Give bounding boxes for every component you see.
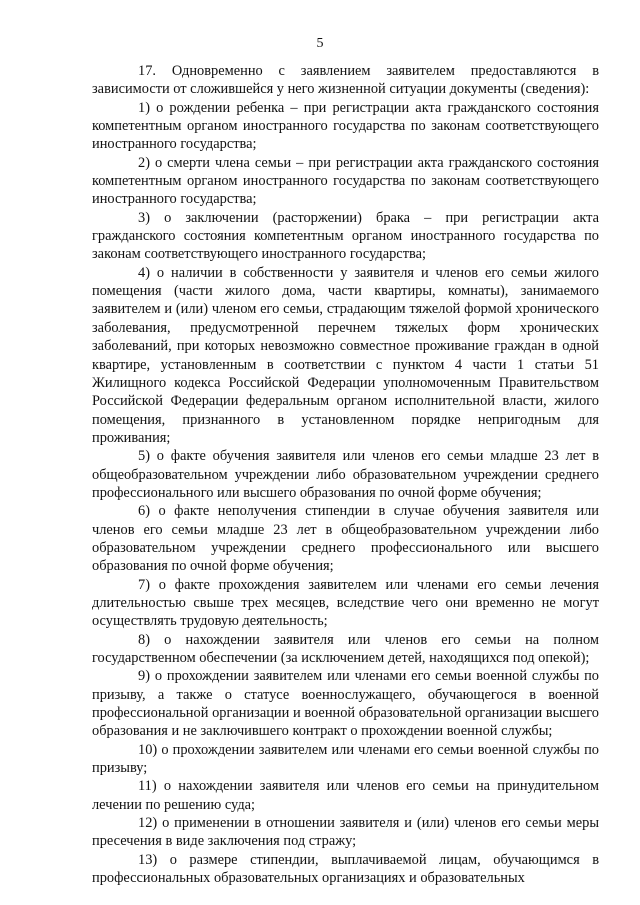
list-item-13-stipend-amount: 13) о размере стипендии, выплачиваемой лицам, обучающимся в профессиональных образовательных организациях и образовательных (92, 851, 599, 887)
list-item-11-compulsory-treatment: 11) о нахождении заявителя или членов его семьи на принудительном лечении по решению суда; (92, 778, 599, 813)
page-number: 5 (316, 36, 324, 51)
document-body (92, 62, 599, 887)
list-item-3-marriage: 3) о заключении (расторжении) брака – при регистрации акта гражданского состояния компетентным органом иностранного государства по законам соответствующего иностранного государства; (92, 209, 599, 263)
list-item-4-housing: 4) о наличии в собственности у заявителя и членов его семьи жилого помещения (части жилого дома, части квартиры, комнаты), занимаемого заявителем и (или) членом его семьи, страдающим тяжелой формой хронического заболевания, предусмотренной перечнем тяжелых форм хронических заболеваний, при которых невозможно совместное проживание граждан в одной квартире, установленным в соответствии с пунктом 4 части 1 статьи 51 Жилищного кодекса Российской Федерации уполномоченным Правительством Российской Федерации федеральным органом исполнительной власти, жилого помещения, признанного в установленном порядке непригодным для проживания; (92, 264, 599, 446)
list-item-5-education: 5) о факте обучения заявителя или членов его семьи младше 23 лет в общеобразовательном учреждении либо образовательном учреждении среднего профессионального или высшего образования по очной форме обучения; (92, 448, 599, 501)
list-item-7-treatment: 7) о факте прохождения заявителем или членами его семьи лечения длительностью свыше трех месяцев, вследствие чего они временно не могут осуществлять трудовую деятельность; (92, 576, 599, 630)
list-item-8-state-support: 8) о нахождении заявителя или членов его семьи на полном государственном обеспечении (за исключением детей, находящихся под опекой); (92, 631, 599, 666)
paragraph-17-intro: 17. Одновременно с заявлением заявителем предоставляются в зависимости от сложившейся у него жизненной ситуации документы (сведения): (92, 63, 599, 98)
list-item-1-birth: 1) о рождении ребенка – при регистрации акта гражданского состояния компетентным органом иностранного государства по законам соответствующего иностранного государства; (92, 99, 599, 153)
list-item-10-conscription: 10) о прохождении заявителем или членами его семьи военной службы по призыву; (92, 741, 599, 777)
list-item-12-custody: 12) о применении в отношении заявителя и (или) членов его семьи меры пресечения в виде заключения под стражу; (92, 815, 599, 850)
list-item-6-stipend: 6) о факте неполучения стипендии в случае обучения заявителя или членов его семьи младше 23 лет в общеобразовательном учреждении либо образовательном учреждении среднего профессионального или высшего образования по очной форме обучения; (92, 503, 599, 575)
list-item-2-death: 2) о смерти члена семьи – при регистрации акта гражданского состояния компетентным органом иностранного государства по законам соответствующего иностранного государства; (92, 154, 599, 208)
list-item-9-military-service: 9) о прохождении заявителем или членами его семьи военной службы по призыву, а также о статусе военнослужащего, обучающегося в военной профессиональной организации и военной образовательной организации высшего образования и не заключившего контракт о прохождении военной службы; (92, 668, 599, 740)
